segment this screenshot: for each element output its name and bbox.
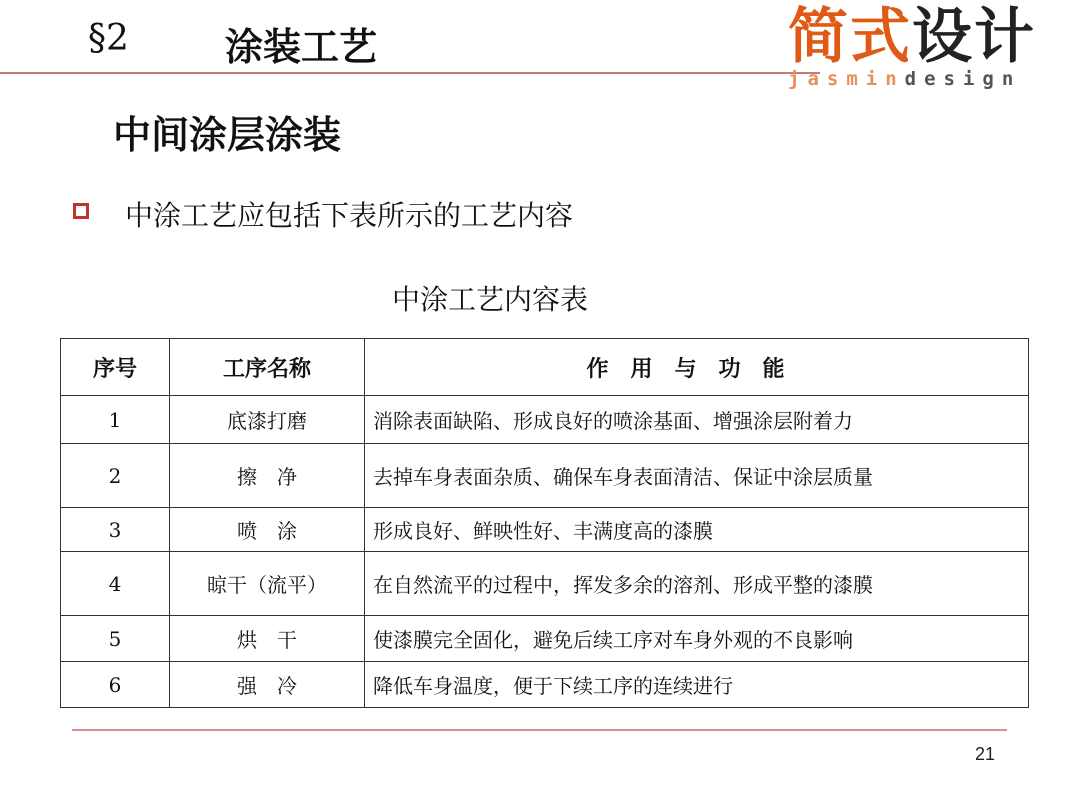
row-function: 消除表面缺陷、形成良好的喷涂基面、增强涂层附着力	[365, 396, 1029, 444]
bullet-text: 中涂工艺应包括下表所示的工艺内容	[125, 199, 574, 232]
table-row	[61, 396, 1029, 444]
footer-divider	[72, 729, 1007, 731]
row-function: 形成良好、鲜映性好、丰满度高的漆膜	[365, 508, 1029, 552]
logo-chinese	[788, 2, 1036, 72]
row-no: 4	[61, 552, 170, 616]
row-name: 喷 涂	[170, 508, 365, 552]
header-divider	[0, 72, 820, 74]
row-name: 擦 净	[170, 444, 365, 508]
row-name: 烘 干	[170, 616, 365, 662]
logo-english-part1: jasmin	[788, 68, 905, 90]
page-subtitle: 中间涂层涂装	[113, 113, 342, 157]
row-function: 使漆膜完全固化，避免后续工序对车身外观的不良影响	[365, 616, 1029, 662]
row-name: 强 冷	[170, 662, 365, 708]
row-no: 2	[61, 444, 170, 508]
table-row	[61, 444, 1029, 508]
bullet-square-icon	[73, 203, 89, 219]
table-header-row	[61, 339, 1029, 396]
logo-chinese-part1: 简式	[788, 2, 912, 72]
section-number: §2	[88, 18, 129, 59]
process-table	[60, 338, 1029, 708]
row-function: 降低车身温度，便于下续工序的连续进行	[365, 662, 1029, 708]
table-row	[61, 552, 1029, 616]
table-caption	[0, 278, 1080, 318]
page-number: 21	[975, 744, 996, 764]
logo-chinese-part2: 设计	[912, 2, 1036, 72]
header-cell-function: 作用与功能	[365, 339, 1029, 396]
row-function: 去掉车身表面杂质、确保车身表面清洁、保证中涂层质量	[365, 444, 1029, 508]
header-cell-name: 工序名称	[170, 339, 365, 396]
section-title: 涂装工艺	[225, 25, 378, 69]
table-row	[61, 616, 1029, 662]
row-no: 3	[61, 508, 170, 552]
table-row	[61, 662, 1029, 708]
row-function: 在自然流平的过程中，挥发多余的溶剂、形成平整的漆膜	[365, 552, 1029, 616]
table-row	[61, 508, 1029, 552]
logo-english	[788, 68, 1080, 90]
table-caption-text: 中涂工艺内容表	[391, 283, 588, 316]
row-no: 6	[61, 662, 170, 708]
logo	[780, 2, 1080, 92]
header-cell-no: 序号	[61, 339, 170, 396]
row-no: 5	[61, 616, 170, 662]
row-name: 晾干（流平）	[170, 552, 365, 616]
row-no: 1	[61, 396, 170, 444]
row-name: 底漆打磨	[170, 396, 365, 444]
logo-english-part2: design	[904, 68, 1022, 90]
